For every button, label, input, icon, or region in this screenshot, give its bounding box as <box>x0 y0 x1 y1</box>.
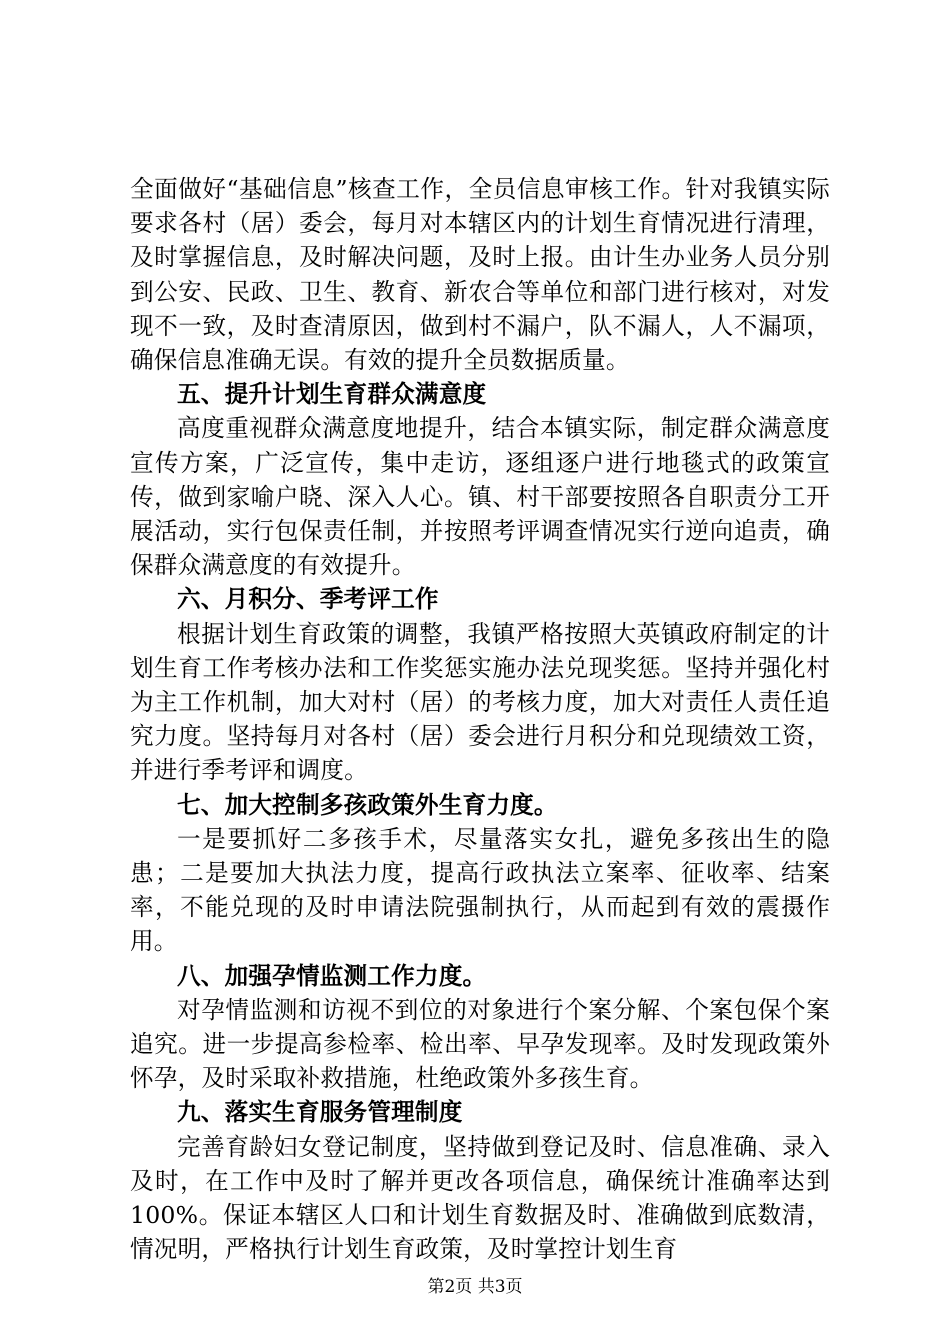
document-body <box>130 172 830 1267</box>
heading-section-5: 五、提升计划生育群众满意度 <box>177 380 487 409</box>
paragraph-service-management: 完善育龄妇女登记制度，坚持做到登记及时、信息准确、录入及时，在工作中及时了解并更改各项信息，确保统计准确率达到100%。保证本辖区人口和计划生育数据及时、准确做到底数清，情况明，严格执行计划生育政策，及时掌控计划生育 <box>130 1132 830 1264</box>
page-number-footer: 第2页 共3页 <box>427 1277 523 1297</box>
heading-section-9: 九、落实生育服务管理制度 <box>177 1098 463 1127</box>
paragraph-satisfaction: 高度重视群众满意度地提升，结合本镇实际，制定群众满意度宣传方案，广泛宣传，集中走访，逐组逐户进行地毯式的政策宣传，做到家喻户晓、深入人心。镇、村干部要按照各自职责分工开展活动，实行包保责任制，并按照考评调查情况实行逆向追责，确保群众满意度的有效提升。 <box>130 414 830 580</box>
paragraph-base-info-check: 全面做好“基础信息”核查工作，全员信息审核工作。针对我镇实际要求各村（居）委会，每月对本辖区内的计划生育情况进行清理，及时掌握信息，及时解决问题，及时上报。由计生办业务人员分别到公安、民政、卫生、教育、新农合等单位和部门进行核对，对发现不一致，及时查清原因，做到村不漏户，队不漏人，人不漏项，确保信息准确无误。有效的提升全员数据质量。 <box>130 175 830 375</box>
heading-section-6: 六、月积分、季考评工作 <box>177 585 439 614</box>
paragraph-pregnancy-monitoring: 对孕情监测和访视不到位的对象进行个案分解、个案包保个案追究。进一步提高参检率、检出率、早孕发现率。及时发现政策外怀孕，及时采取补救措施，杜绝政策外多孩生育。 <box>130 995 830 1093</box>
heading-section-7: 七、加大控制多孩政策外生育力度。 <box>177 790 558 819</box>
paragraph-assessment: 根据计划生育政策的调整，我镇严格按照大英镇政府制定的计划生育工作考核办法和工作奖惩实施办法兑现奖惩。坚持并强化村为主工作机制，加大对村（居）的考核力度，加大对责任人责任追究力度。坚持每月对各村（居）委会进行月积分和兑现绩效工资，并进行季考评和调度。 <box>130 619 830 785</box>
heading-section-8: 八、加强孕情监测工作力度。 <box>177 961 487 990</box>
paragraph-multi-child-control: 一是要抓好二多孩手术，尽量落实女扎，避免多孩出生的隐患；二是要加大执法力度，提高行政执法立案率、征收率、结案率，不能兑现的及时申请法院强制执行，从而起到有效的震摄作用。 <box>130 824 830 956</box>
